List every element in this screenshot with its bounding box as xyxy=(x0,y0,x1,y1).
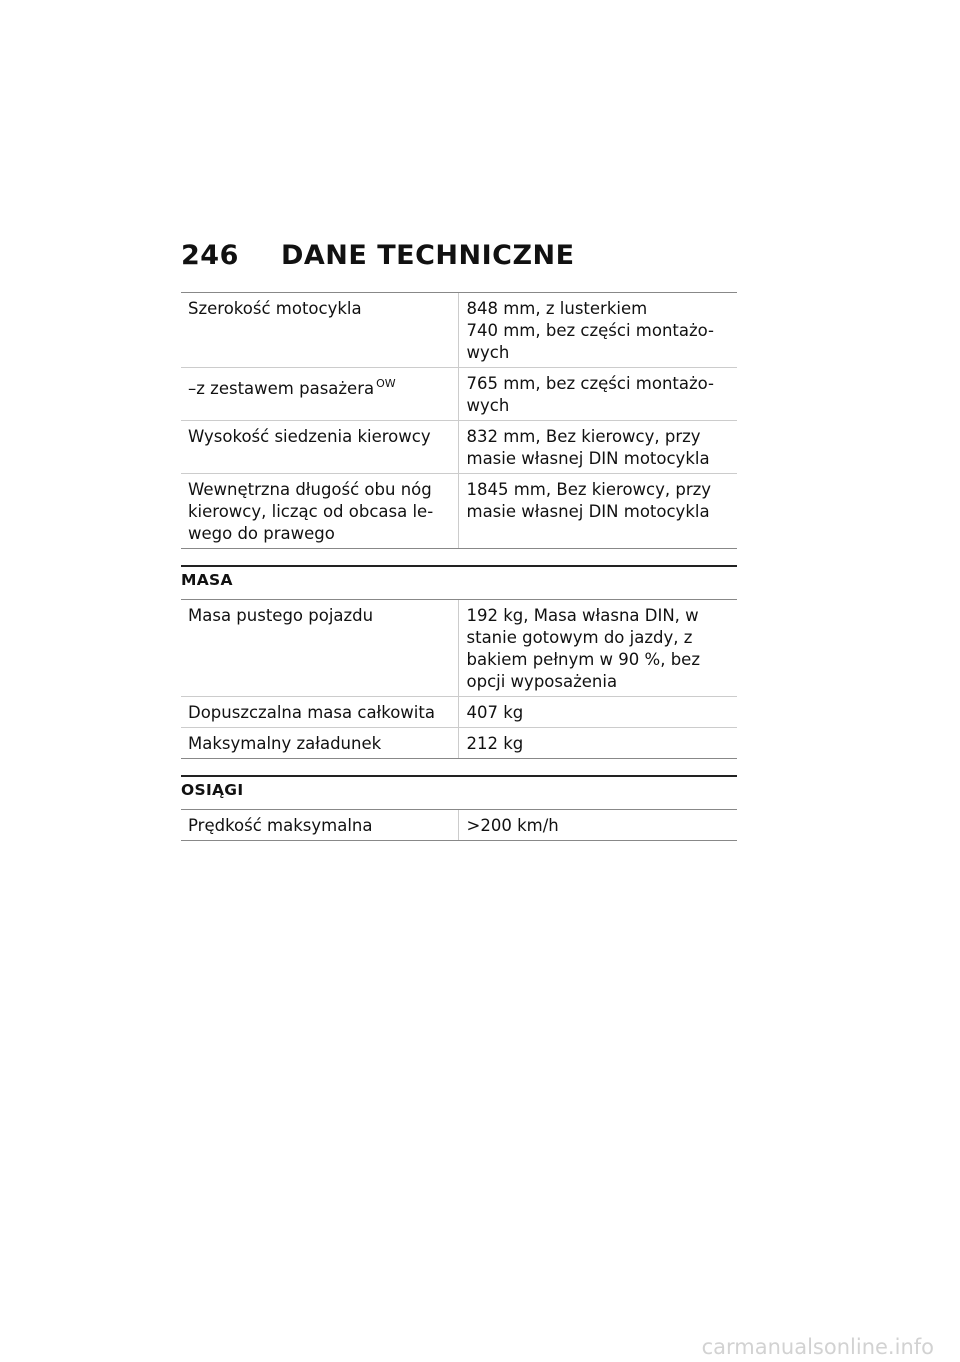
row-label: Prędkość maksymalna xyxy=(181,810,458,841)
table-row xyxy=(181,600,737,697)
row-value: 832 mm, Bez kierowcy, przy masie własnej DIN motocykla xyxy=(458,421,737,474)
row-value: 192 kg, Masa własna DIN, w stanie gotowym do jazdy, z bakiem pełnym w 90 %, bez opcji wyposażenia xyxy=(458,600,737,697)
row-label: Dopuszczalna masa całkowita xyxy=(181,697,458,728)
row-value: 407 kg xyxy=(458,697,737,728)
row-label: Wewnętrzna długość obu nóg kierowcy, licząc od obcasa le-wego do prawego xyxy=(181,474,458,549)
table-row xyxy=(181,474,737,549)
row-value: 212 kg xyxy=(458,728,737,759)
page-header xyxy=(181,240,575,271)
row-label: Maksymalny załadunek xyxy=(181,728,458,759)
mass-table xyxy=(181,599,737,759)
option-note: OW xyxy=(376,377,396,390)
row-label: Masa pustego pojazdu xyxy=(181,600,458,697)
row-value: 1845 mm, Bez kierowcy, przy masie własnej DIN motocykla xyxy=(458,474,737,549)
section-title-osiagi: OSIĄGI xyxy=(181,775,737,809)
row-value: 765 mm, bez części montażo- wych xyxy=(458,368,737,421)
table-row xyxy=(181,728,737,759)
table-row xyxy=(181,368,737,421)
row-label: Wysokość siedzenia kierowcy xyxy=(181,421,458,474)
row-value: >200 km/h xyxy=(458,810,737,841)
section-title-masa: MASA xyxy=(181,565,737,599)
content xyxy=(181,292,737,841)
row-value: 848 mm, z lusterkiem 740 mm, bez części montażo- wych xyxy=(458,293,737,368)
page-title: DANE TECHNICZNE xyxy=(281,240,575,271)
table-row xyxy=(181,421,737,474)
table-row xyxy=(181,810,737,841)
dimensions-table xyxy=(181,292,737,549)
row-label: Szerokość motocykla xyxy=(181,293,458,368)
table-row xyxy=(181,293,737,368)
row-label: –z zestawem pasażera $^{OW}$ xyxy=(181,368,458,421)
page-number: 246 xyxy=(181,240,239,271)
watermark: carmanualsonline.info xyxy=(701,1335,934,1359)
performance-table xyxy=(181,809,737,841)
table-row xyxy=(181,697,737,728)
